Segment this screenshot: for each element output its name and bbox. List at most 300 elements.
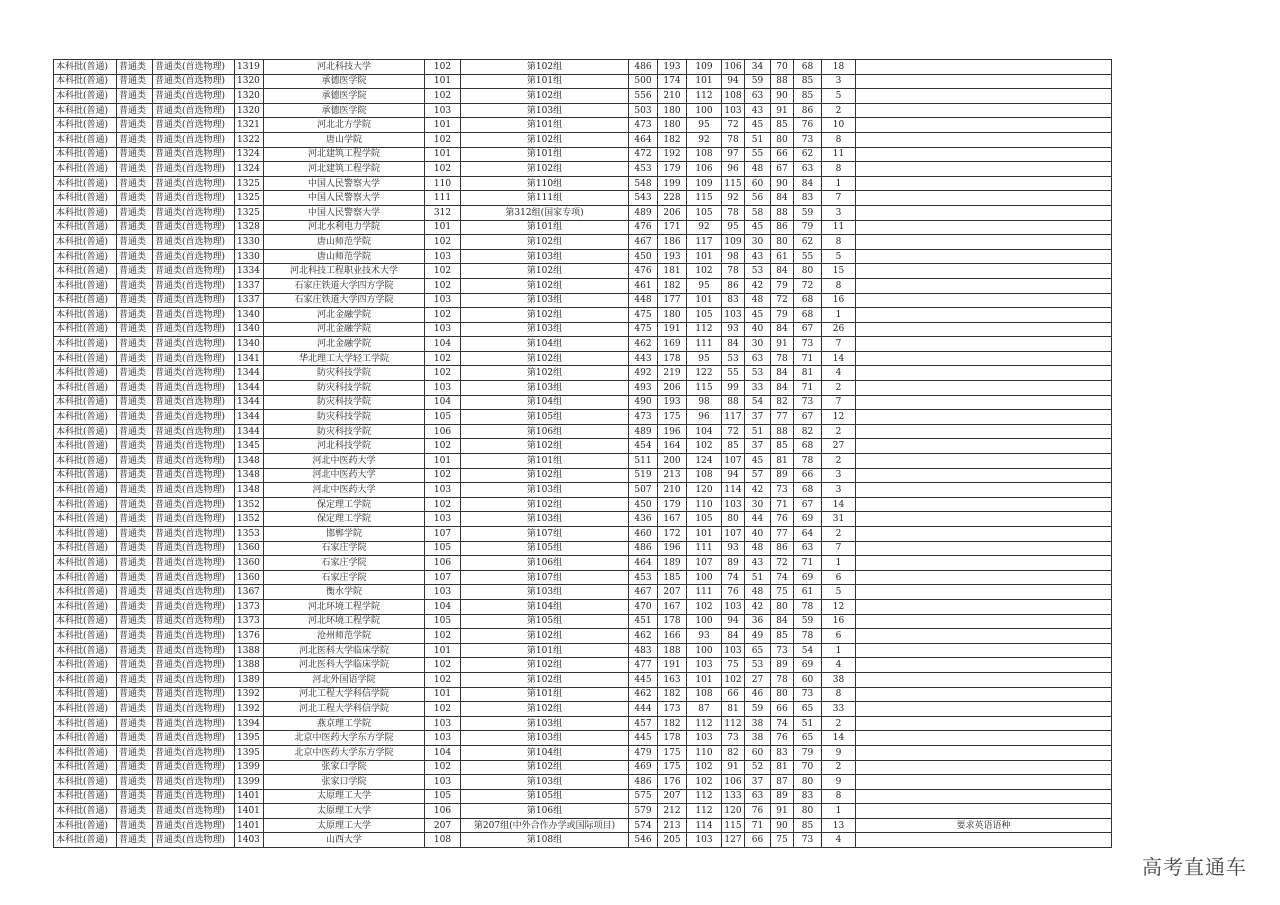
cell-subject: 普通类(首选物理)	[153, 337, 235, 352]
cell-score-f: 69	[794, 658, 822, 673]
cell-score-d: 30	[745, 497, 771, 512]
cell-count: 2	[822, 103, 856, 118]
cell-count: 2	[822, 760, 856, 775]
cell-category: 普通类	[117, 833, 153, 848]
cell-total-score: 445	[629, 731, 658, 746]
cell-score-a: 185	[658, 570, 687, 585]
cell-category: 普通类	[117, 775, 153, 790]
cell-group-name: 第103组	[461, 585, 629, 600]
cell-score-e: 77	[771, 410, 794, 425]
cell-school-name: 石家庄学院	[264, 541, 425, 556]
cell-score-a: 182	[658, 716, 687, 731]
cell-note	[856, 760, 1112, 775]
cell-group-code: 103	[425, 293, 461, 308]
cell-subject: 普通类(首选物理)	[153, 512, 235, 527]
cell-score-b: 104	[687, 424, 722, 439]
cell-score-e: 80	[771, 132, 794, 147]
cell-score-d: 48	[745, 293, 771, 308]
cell-school-name: 北京中医药大学东方学院	[264, 745, 425, 760]
cell-group-name: 第102组	[461, 760, 629, 775]
cell-score-c: 89	[722, 556, 745, 571]
cell-score-f: 67	[794, 497, 822, 512]
cell-batch: 本科批(普通)	[54, 424, 117, 439]
table-row	[54, 629, 1112, 644]
cell-score-f: 73	[794, 687, 822, 702]
cell-group-name: 第101组	[461, 118, 629, 133]
cell-score-f: 85	[794, 818, 822, 833]
table-row	[54, 176, 1112, 191]
cell-school-code: 1352	[235, 512, 264, 527]
cell-group-name: 第103组	[461, 716, 629, 731]
cell-school-name: 防灾科技学院	[264, 381, 425, 396]
cell-group-code: 103	[425, 381, 461, 396]
cell-score-c: 107	[722, 527, 745, 542]
cell-score-d: 33	[745, 381, 771, 396]
cell-school-name: 中国人民警察大学	[264, 191, 425, 206]
cell-score-f: 86	[794, 103, 822, 118]
cell-school-code: 1392	[235, 687, 264, 702]
table-row	[54, 454, 1112, 469]
cell-note	[856, 395, 1112, 410]
cell-score-c: 106	[722, 60, 745, 75]
cell-score-b: 120	[687, 483, 722, 498]
cell-score-f: 67	[794, 322, 822, 337]
cell-group-code: 102	[425, 60, 461, 75]
cell-score-a: 169	[658, 337, 687, 352]
cell-score-b: 102	[687, 775, 722, 790]
cell-category: 普通类	[117, 235, 153, 250]
cell-category: 普通类	[117, 351, 153, 366]
cell-count: 1	[822, 308, 856, 323]
cell-category: 普通类	[117, 118, 153, 133]
cell-school-name: 燕京理工学院	[264, 716, 425, 731]
cell-total-score: 519	[629, 468, 658, 483]
table-row	[54, 702, 1112, 717]
cell-score-b: 101	[687, 527, 722, 542]
cell-category: 普通类	[117, 585, 153, 600]
cell-score-b: 102	[687, 264, 722, 279]
table-row	[54, 804, 1112, 819]
cell-school-code: 1340	[235, 322, 264, 337]
cell-category: 普通类	[117, 570, 153, 585]
cell-group-code: 102	[425, 366, 461, 381]
cell-note	[856, 410, 1112, 425]
cell-group-code: 104	[425, 395, 461, 410]
cell-school-name: 河北外国语学院	[264, 672, 425, 687]
cell-score-e: 85	[771, 118, 794, 133]
cell-note	[856, 176, 1112, 191]
cell-score-e: 73	[771, 483, 794, 498]
table-row	[54, 147, 1112, 162]
cell-score-f: 80	[794, 264, 822, 279]
cell-school-code: 1319	[235, 60, 264, 75]
cell-note	[856, 672, 1112, 687]
cell-category: 普通类	[117, 687, 153, 702]
cell-group-name: 第103组	[461, 731, 629, 746]
cell-score-f: 65	[794, 731, 822, 746]
cell-score-e: 76	[771, 731, 794, 746]
cell-subject: 普通类(首选物理)	[153, 308, 235, 323]
cell-count: 8	[822, 789, 856, 804]
cell-group-name: 第101组	[461, 74, 629, 89]
cell-note	[856, 614, 1112, 629]
cell-score-f: 61	[794, 585, 822, 600]
score-table-body	[54, 60, 1112, 848]
cell-group-code: 102	[425, 235, 461, 250]
cell-category: 普通类	[117, 249, 153, 264]
cell-score-e: 84	[771, 381, 794, 396]
cell-group-code: 101	[425, 147, 461, 162]
cell-school-code: 1328	[235, 220, 264, 235]
table-row	[54, 760, 1112, 775]
cell-count: 1	[822, 804, 856, 819]
table-row	[54, 497, 1112, 512]
cell-group-code: 103	[425, 322, 461, 337]
cell-subject: 普通类(首选物理)	[153, 176, 235, 191]
cell-count: 31	[822, 512, 856, 527]
cell-subject: 普通类(首选物理)	[153, 395, 235, 410]
cell-score-b: 105	[687, 512, 722, 527]
cell-note	[856, 702, 1112, 717]
cell-score-a: 181	[658, 264, 687, 279]
cell-score-d: 37	[745, 439, 771, 454]
cell-score-b: 103	[687, 731, 722, 746]
cell-note	[856, 687, 1112, 702]
cell-score-b: 105	[687, 308, 722, 323]
cell-subject: 普通类(首选物理)	[153, 74, 235, 89]
cell-total-score: 464	[629, 556, 658, 571]
cell-note	[856, 322, 1112, 337]
cell-score-b: 103	[687, 658, 722, 673]
cell-subject: 普通类(首选物理)	[153, 818, 235, 833]
cell-score-a: 189	[658, 556, 687, 571]
cell-score-f: 73	[794, 833, 822, 848]
cell-subject: 普通类(首选物理)	[153, 789, 235, 804]
table-row	[54, 308, 1112, 323]
cell-total-score: 475	[629, 322, 658, 337]
cell-school-code: 1324	[235, 162, 264, 177]
cell-total-score: 543	[629, 191, 658, 206]
cell-batch: 本科批(普通)	[54, 687, 117, 702]
cell-score-d: 55	[745, 147, 771, 162]
cell-category: 普通类	[117, 731, 153, 746]
cell-score-a: 180	[658, 103, 687, 118]
cell-school-name: 河北科技工程职业技术大学	[264, 264, 425, 279]
cell-school-code: 1388	[235, 658, 264, 673]
cell-batch: 本科批(普通)	[54, 118, 117, 133]
cell-count: 8	[822, 235, 856, 250]
cell-score-b: 101	[687, 74, 722, 89]
cell-group-name: 第102组	[461, 658, 629, 673]
table-row	[54, 658, 1112, 673]
cell-score-c: 72	[722, 118, 745, 133]
cell-score-e: 79	[771, 278, 794, 293]
cell-note	[856, 103, 1112, 118]
cell-score-a: 180	[658, 118, 687, 133]
cell-note	[856, 527, 1112, 542]
cell-score-c: 94	[722, 614, 745, 629]
cell-score-e: 86	[771, 220, 794, 235]
cell-score-e: 78	[771, 672, 794, 687]
cell-count: 8	[822, 162, 856, 177]
cell-school-name: 河北工程大学科信学院	[264, 687, 425, 702]
cell-total-score: 483	[629, 643, 658, 658]
cell-total-score: 454	[629, 439, 658, 454]
cell-score-d: 53	[745, 366, 771, 381]
cell-group-name: 第105组	[461, 614, 629, 629]
cell-score-b: 110	[687, 745, 722, 760]
cell-school-code: 1395	[235, 731, 264, 746]
cell-total-score: 477	[629, 658, 658, 673]
cell-category: 普通类	[117, 439, 153, 454]
table-row	[54, 527, 1112, 542]
cell-school-code: 1401	[235, 804, 264, 819]
table-row	[54, 278, 1112, 293]
table-row	[54, 818, 1112, 833]
cell-subject: 普通类(首选物理)	[153, 527, 235, 542]
cell-score-e: 80	[771, 235, 794, 250]
table-row	[54, 89, 1112, 104]
cell-subject: 普通类(首选物理)	[153, 322, 235, 337]
cell-score-b: 92	[687, 220, 722, 235]
cell-score-e: 87	[771, 775, 794, 790]
cell-score-e: 84	[771, 322, 794, 337]
cell-school-code: 1401	[235, 789, 264, 804]
cell-school-name: 石家庄学院	[264, 556, 425, 571]
cell-school-name: 河北工程大学科信学院	[264, 702, 425, 717]
cell-group-name: 第102组	[461, 89, 629, 104]
cell-score-e: 82	[771, 395, 794, 410]
table-row	[54, 585, 1112, 600]
cell-score-e: 84	[771, 264, 794, 279]
cell-subject: 普通类(首选物理)	[153, 162, 235, 177]
cell-group-code: 106	[425, 804, 461, 819]
cell-category: 普通类	[117, 804, 153, 819]
cell-score-a: 182	[658, 132, 687, 147]
cell-score-c: 84	[722, 337, 745, 352]
cell-school-code: 1373	[235, 599, 264, 614]
cell-category: 普通类	[117, 366, 153, 381]
cell-note	[856, 308, 1112, 323]
cell-count: 6	[822, 629, 856, 644]
cell-school-code: 1320	[235, 103, 264, 118]
cell-school-name: 北京中医药大学东方学院	[264, 731, 425, 746]
cell-group-code: 105	[425, 410, 461, 425]
cell-score-e: 81	[771, 454, 794, 469]
cell-school-name: 保定理工学院	[264, 497, 425, 512]
cell-school-code: 1344	[235, 424, 264, 439]
cell-score-d: 52	[745, 760, 771, 775]
cell-score-d: 48	[745, 541, 771, 556]
cell-score-f: 67	[794, 410, 822, 425]
cell-school-name: 河北科技学院	[264, 439, 425, 454]
cell-total-score: 493	[629, 381, 658, 396]
cell-category: 普通类	[117, 512, 153, 527]
cell-group-name: 第111组	[461, 191, 629, 206]
cell-note	[856, 381, 1112, 396]
cell-category: 普通类	[117, 410, 153, 425]
cell-score-f: 84	[794, 176, 822, 191]
table-row	[54, 468, 1112, 483]
cell-total-score: 460	[629, 527, 658, 542]
cell-group-name: 第103组	[461, 381, 629, 396]
cell-category: 普通类	[117, 483, 153, 498]
cell-total-score: 546	[629, 833, 658, 848]
cell-school-name: 承德医学院	[264, 89, 425, 104]
cell-category: 普通类	[117, 337, 153, 352]
cell-group-name: 第108组	[461, 833, 629, 848]
cell-score-a: 180	[658, 308, 687, 323]
cell-group-code: 103	[425, 585, 461, 600]
cell-category: 普通类	[117, 278, 153, 293]
table-row	[54, 74, 1112, 89]
cell-group-name: 第102组	[461, 629, 629, 644]
cell-school-code: 1353	[235, 527, 264, 542]
cell-score-b: 92	[687, 132, 722, 147]
cell-score-b: 101	[687, 672, 722, 687]
cell-score-a: 178	[658, 351, 687, 366]
cell-score-a: 193	[658, 60, 687, 75]
cell-group-name: 第102组	[461, 162, 629, 177]
cell-count: 2	[822, 424, 856, 439]
cell-subject: 普通类(首选物理)	[153, 468, 235, 483]
cell-score-a: 196	[658, 541, 687, 556]
cell-batch: 本科批(普通)	[54, 235, 117, 250]
cell-group-code: 102	[425, 278, 461, 293]
table-row	[54, 395, 1112, 410]
cell-count: 12	[822, 599, 856, 614]
cell-subject: 普通类(首选物理)	[153, 118, 235, 133]
cell-score-c: 120	[722, 804, 745, 819]
cell-score-b: 115	[687, 191, 722, 206]
cell-score-d: 58	[745, 205, 771, 220]
cell-score-d: 51	[745, 132, 771, 147]
cell-note	[856, 497, 1112, 512]
cell-school-code: 1322	[235, 132, 264, 147]
cell-school-code: 1325	[235, 176, 264, 191]
cell-group-name: 第101组	[461, 147, 629, 162]
cell-score-a: 186	[658, 235, 687, 250]
cell-count: 2	[822, 381, 856, 396]
table-row	[54, 716, 1112, 731]
table-row	[54, 789, 1112, 804]
cell-group-name: 第101组	[461, 643, 629, 658]
cell-school-name: 河北建筑工程学院	[264, 162, 425, 177]
cell-score-b: 95	[687, 278, 722, 293]
cell-score-b: 109	[687, 60, 722, 75]
cell-note	[856, 89, 1112, 104]
cell-group-code: 101	[425, 74, 461, 89]
cell-subject: 普通类(首选物理)	[153, 629, 235, 644]
cell-school-code: 1320	[235, 74, 264, 89]
cell-score-a: 166	[658, 629, 687, 644]
cell-score-d: 59	[745, 74, 771, 89]
cell-group-code: 103	[425, 483, 461, 498]
cell-score-c: 112	[722, 716, 745, 731]
cell-total-score: 462	[629, 337, 658, 352]
cell-group-name: 第207组(中外合作办学或国际项目)	[461, 818, 629, 833]
cell-batch: 本科批(普通)	[54, 731, 117, 746]
cell-score-c: 133	[722, 789, 745, 804]
cell-score-b: 111	[687, 541, 722, 556]
cell-total-score: 492	[629, 366, 658, 381]
cell-score-b: 102	[687, 599, 722, 614]
cell-group-code: 110	[425, 176, 461, 191]
cell-score-f: 63	[794, 541, 822, 556]
cell-school-name: 河北金融学院	[264, 308, 425, 323]
cell-subject: 普通类(首选物理)	[153, 585, 235, 600]
cell-school-name: 石家庄铁道大学四方学院	[264, 293, 425, 308]
cell-subject: 普通类(首选物理)	[153, 147, 235, 162]
cell-score-e: 80	[771, 687, 794, 702]
cell-score-b: 107	[687, 556, 722, 571]
cell-group-name: 第312组(国家专项)	[461, 205, 629, 220]
cell-group-code: 102	[425, 760, 461, 775]
cell-score-e: 75	[771, 585, 794, 600]
cell-note	[856, 337, 1112, 352]
cell-score-c: 103	[722, 643, 745, 658]
cell-score-e: 85	[771, 629, 794, 644]
cell-score-b: 112	[687, 89, 722, 104]
cell-batch: 本科批(普通)	[54, 585, 117, 600]
cell-school-name: 太原理工大学	[264, 789, 425, 804]
cell-school-name: 河北水利电力学院	[264, 220, 425, 235]
cell-count: 9	[822, 775, 856, 790]
cell-total-score: 486	[629, 541, 658, 556]
cell-category: 普通类	[117, 745, 153, 760]
cell-total-score: 461	[629, 278, 658, 293]
cell-score-e: 91	[771, 804, 794, 819]
cell-note	[856, 351, 1112, 366]
cell-category: 普通类	[117, 468, 153, 483]
cell-score-f: 70	[794, 760, 822, 775]
cell-score-e: 72	[771, 556, 794, 571]
cell-score-e: 70	[771, 60, 794, 75]
cell-batch: 本科批(普通)	[54, 497, 117, 512]
table-row	[54, 103, 1112, 118]
cell-count: 16	[822, 614, 856, 629]
cell-subject: 普通类(首选物理)	[153, 235, 235, 250]
cell-group-code: 102	[425, 629, 461, 644]
table-row	[54, 132, 1112, 147]
cell-score-b: 114	[687, 818, 722, 833]
cell-group-code: 103	[425, 249, 461, 264]
cell-batch: 本科批(普通)	[54, 716, 117, 731]
cell-score-f: 82	[794, 424, 822, 439]
cell-group-code: 102	[425, 439, 461, 454]
cell-score-e: 79	[771, 308, 794, 323]
cell-score-c: 114	[722, 483, 745, 498]
cell-score-e: 71	[771, 497, 794, 512]
cell-group-name: 第107组	[461, 527, 629, 542]
cell-group-name: 第107组	[461, 570, 629, 585]
cell-score-f: 83	[794, 789, 822, 804]
cell-score-f: 68	[794, 439, 822, 454]
cell-group-code: 103	[425, 716, 461, 731]
cell-batch: 本科批(普通)	[54, 337, 117, 352]
cell-score-b: 111	[687, 585, 722, 600]
cell-total-score: 451	[629, 614, 658, 629]
cell-batch: 本科批(普通)	[54, 775, 117, 790]
cell-school-name: 承德医学院	[264, 74, 425, 89]
cell-score-c: 66	[722, 687, 745, 702]
cell-total-score: 445	[629, 672, 658, 687]
cell-total-score: 475	[629, 308, 658, 323]
cell-school-name: 河北环境工程学院	[264, 599, 425, 614]
cell-count: 16	[822, 293, 856, 308]
cell-school-code: 1341	[235, 351, 264, 366]
cell-score-c: 108	[722, 89, 745, 104]
